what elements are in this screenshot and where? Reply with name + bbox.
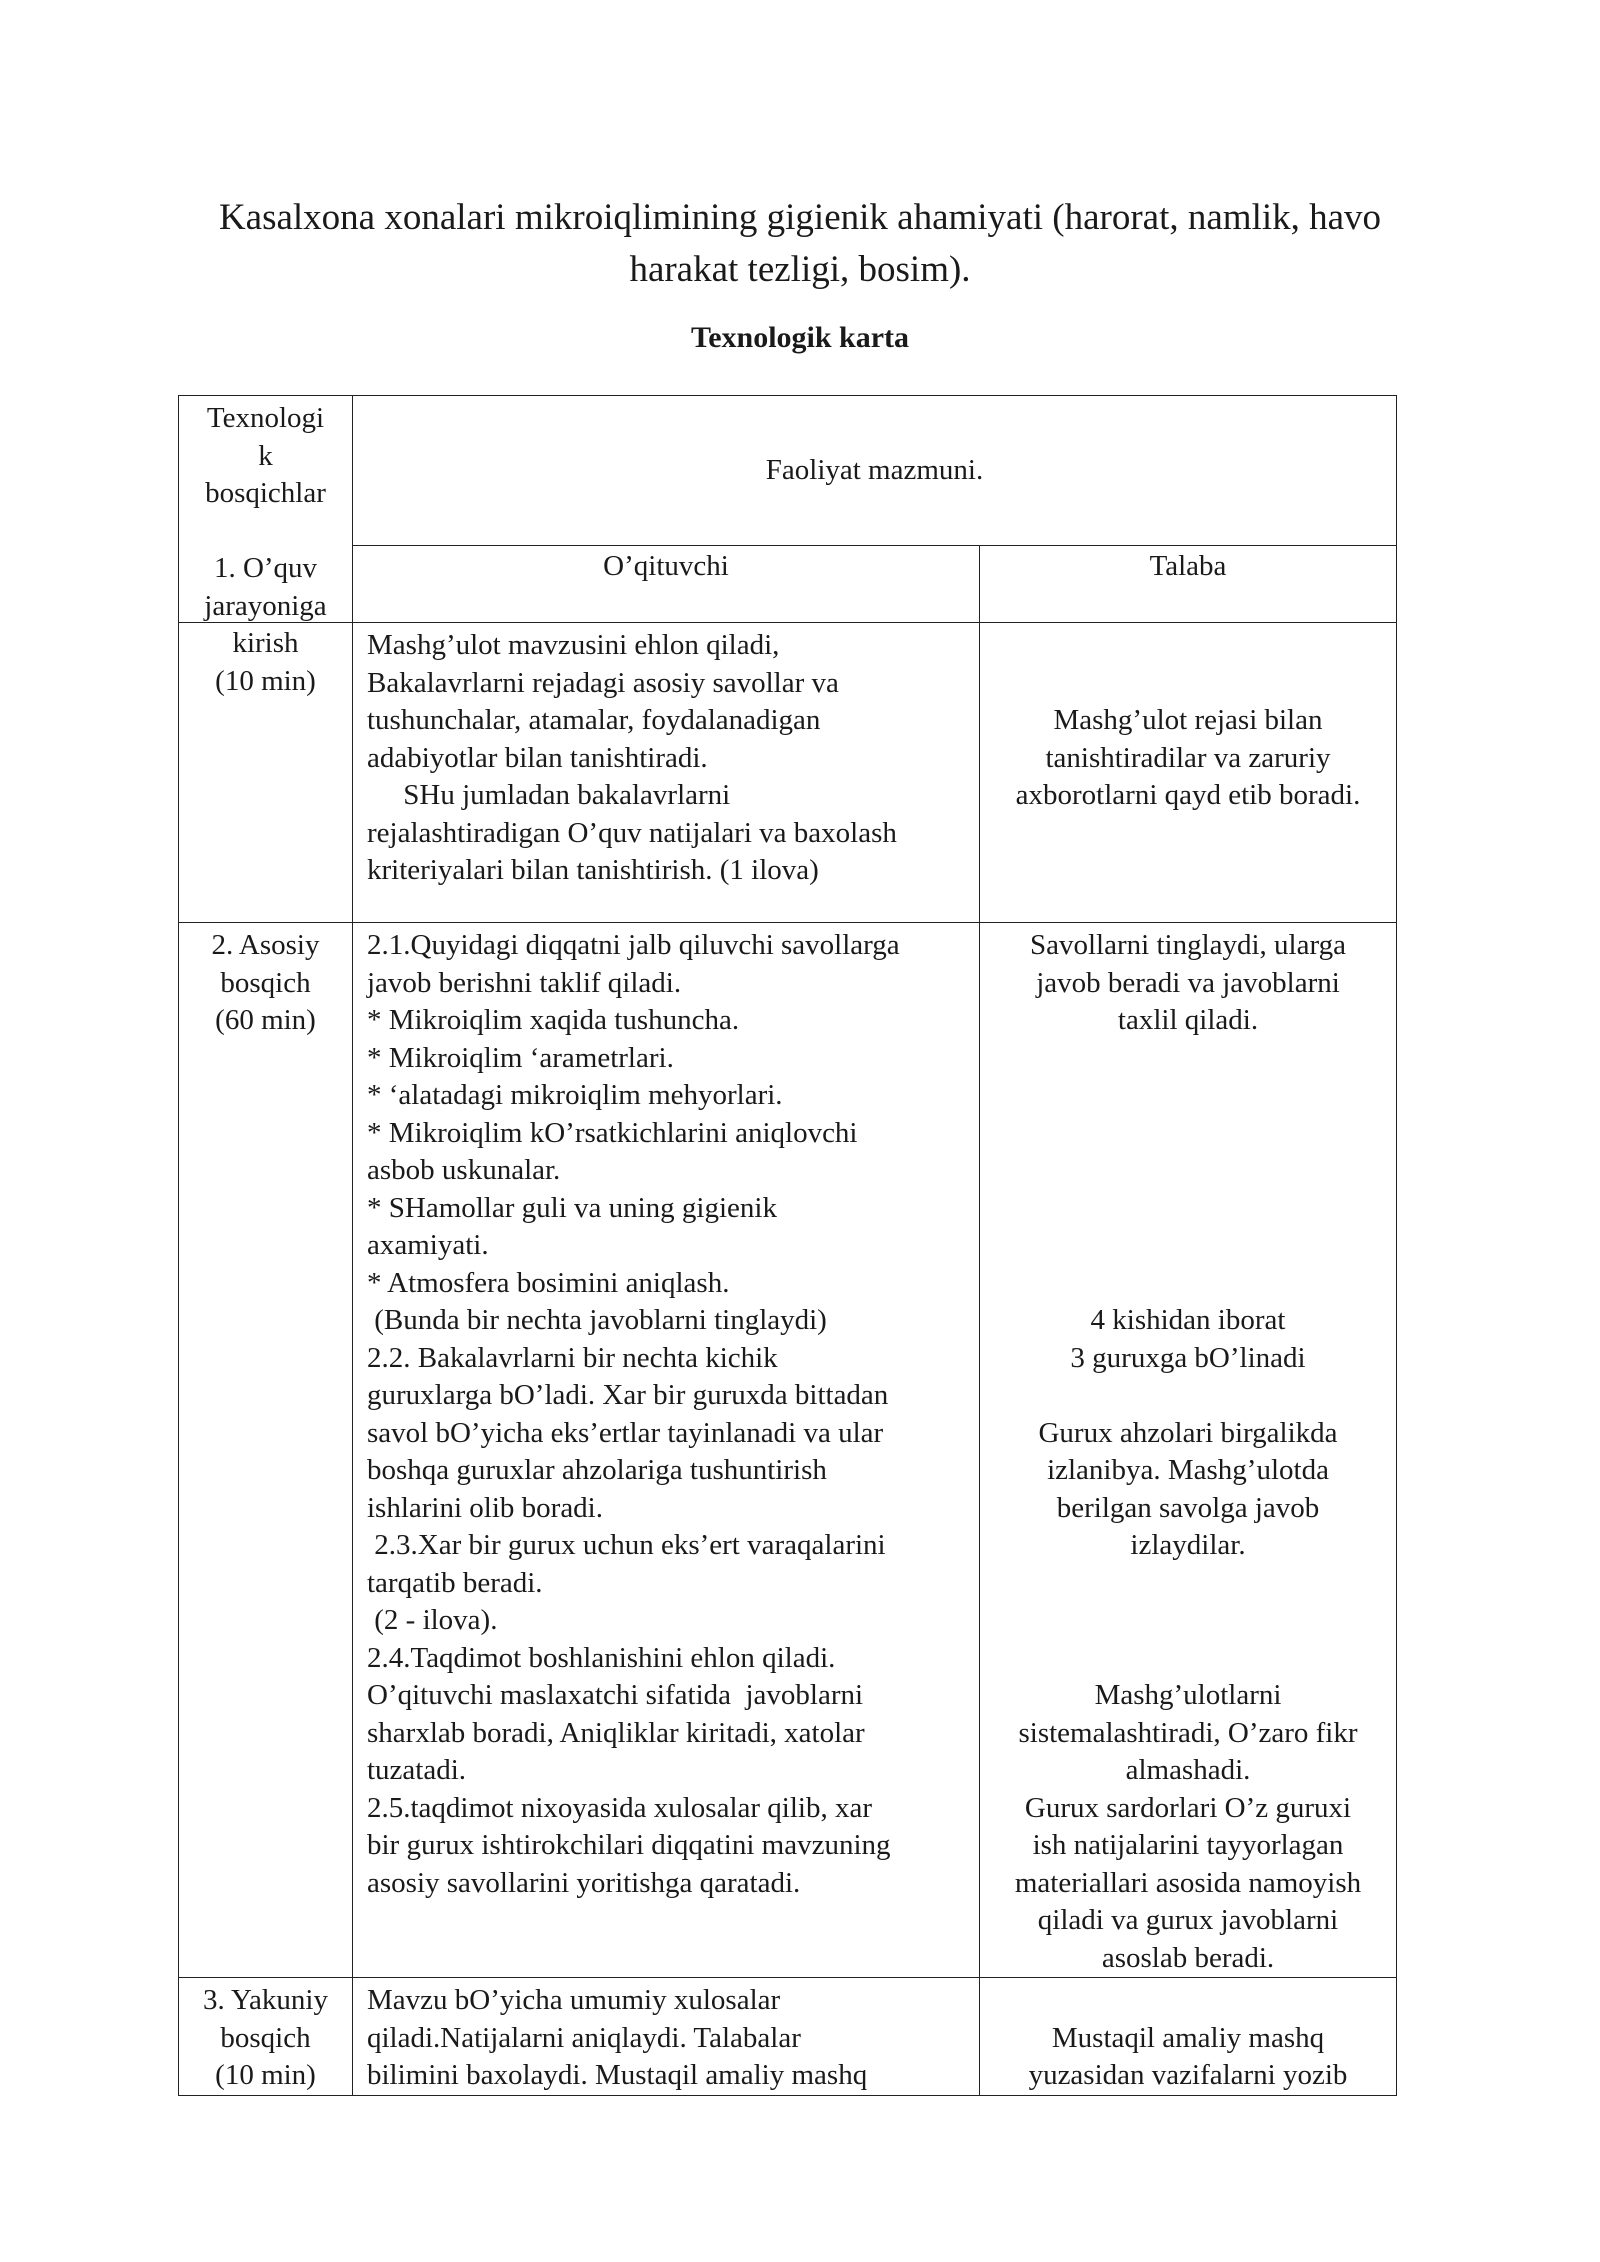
title-line: harakat tezligi, bosim). <box>629 249 971 290</box>
teacher-cell <box>353 923 980 1978</box>
title-line: Kasalxona xonalari mikroiqlimining gigienik ahamiyati (harorat, namlik, havo <box>218 197 1382 238</box>
student-text-line: qiladi va gurux javoblarni <box>1037 1904 1339 1936</box>
student-text-line: yuzasidan vazifalarni yozib <box>1028 2059 1348 2091</box>
teacher-text-line: sharxlab boradi, Aniqliklar kiritadi, xatolar <box>367 1716 865 1749</box>
header-content-cell <box>353 396 1397 546</box>
header-stages-line: k <box>258 439 273 472</box>
stage-cell <box>179 552 353 923</box>
header-stages-line: bosqichlar <box>205 477 326 509</box>
teacher-text-line: qiladi.Natijalarni aniqlaydi. Talabalar <box>367 2021 801 2054</box>
student-cell <box>980 1978 1397 2096</box>
student-text-line: Mashg’ulot rejasi bilan <box>1053 704 1323 736</box>
table-row <box>179 623 1397 923</box>
teacher-text-line: 2.1.Quyidagi diqqatni jalb qiluvchi savollarga <box>367 929 900 961</box>
teacher-text-line: bilimini baxolaydi. Mustaqil amaliy mashq <box>367 2059 868 2091</box>
document-title <box>150 192 1450 296</box>
student-text-line: Gurux ahzolari birgalikda <box>1038 1416 1338 1449</box>
teacher-text-line: 2.3.Xar bir gurux uchun eks’ert varaqalarini <box>367 1529 886 1561</box>
header-teacher-label: O’qituvchi <box>603 550 729 582</box>
student-text-line: axborotlarni qayd etib boradi. <box>1015 779 1361 811</box>
teacher-text-line: asosiy savollarini yoritishga qaratadi. <box>367 1866 801 1899</box>
stage-label-line: (60 min) <box>215 1004 316 1036</box>
teacher-text-line: adabiyotlar bilan tanishtiradi. <box>367 741 708 774</box>
student-text-line: asoslab beradi. <box>1101 1941 1275 1974</box>
header-teacher-cell <box>353 546 980 623</box>
teacher-cell <box>353 623 980 923</box>
teacher-text-line: kriteriyalari bilan tanishtirish. (1 ilova) <box>367 854 819 886</box>
student-cell <box>980 923 1397 1978</box>
teacher-text-line: ishlarini olib boradi. <box>367 1491 603 1524</box>
stage-label-line: bosqich <box>220 2021 311 2054</box>
table-row <box>179 546 1397 623</box>
student-text-line: Mashg’ulotlarni <box>1094 1679 1282 1711</box>
student-text-line: materiallari asosida namoyish <box>1014 1866 1362 1899</box>
student-text-line: almashadi. <box>1125 1754 1251 1786</box>
student-text-line: ish natijalarini tayyorlagan <box>1032 1829 1344 1861</box>
teacher-text-line: 2.4.Taqdimot boshlanishini ehlon qiladi. <box>367 1641 836 1674</box>
teacher-text-line: O’qituvchi maslaxatchi sifatida javoblarni <box>367 1679 864 1711</box>
stage-label-line: 1. O’quv <box>213 552 318 584</box>
teacher-text-line: * SHamollar guli va uning gigienik <box>367 1191 777 1224</box>
table-row <box>179 1978 1397 2096</box>
teacher-text-line: (Bunda bir nechta javoblarni tinglaydi) <box>367 1304 827 1336</box>
teacher-text-line: Mashg’ulot mavzusini ehlon qiladi, <box>367 629 780 661</box>
student-text-line: 3 guruxga bO’linadi <box>1070 1341 1306 1374</box>
header-stages-line: Texnologi <box>206 402 325 434</box>
teacher-text-line: * Atmosfera bosimini aniqlash. <box>367 1266 730 1299</box>
header-student-cell <box>980 546 1397 623</box>
teacher-text-line: * ‘alatadagi mikroiqlim mehyorlari. <box>367 1079 783 1111</box>
student-cell <box>980 623 1397 923</box>
student-text-line: javob beradi va javoblarni <box>1036 966 1340 999</box>
stage-label-line: kirish <box>232 627 299 659</box>
student-text-line: sistemalashtiradi, O’zaro fikr <box>1018 1716 1358 1749</box>
teacher-text-line: tuzatadi. <box>367 1754 467 1786</box>
teacher-text-line: boshqa guruxlar ahzolariga tushuntirish <box>367 1454 827 1486</box>
stage-label-line: (10 min) <box>215 2059 316 2091</box>
teacher-text-line: axamiyati. <box>367 1229 489 1261</box>
student-text-line: Gurux sardorlari O’z guruxi <box>1024 1791 1352 1824</box>
header-student-label: Talaba <box>1149 550 1227 582</box>
stage-cell <box>179 923 353 1978</box>
student-text-line: taxlil qiladi. <box>1117 1004 1259 1036</box>
teacher-text-line: 2.5.taqdimot nixoyasida xulosalar qilib, xar <box>367 1791 872 1824</box>
teacher-text-line: * Mikroiqlim xaqida tushuncha. <box>367 1004 740 1036</box>
student-text-line: Savollarni tinglaydi, ularga <box>1030 929 1346 961</box>
student-text-line: tanishtiradilar va zaruriy <box>1045 741 1331 774</box>
stage-label-line: bosqich <box>220 966 311 999</box>
teacher-text-line: asbob uskunalar. <box>367 1154 561 1186</box>
student-text-line: 4 kishidan iborat <box>1090 1304 1286 1336</box>
teacher-text-line: SHu jumladan bakalavrlarni <box>367 779 731 811</box>
header-content-label: Faoliyat mazmuni. <box>765 453 984 486</box>
table-header-row <box>179 396 1397 546</box>
stage-cell <box>179 1978 353 2096</box>
technology-map-table <box>178 395 1397 2096</box>
teacher-text-line: bir gurux ishtirokchilari diqqatini mavzuning <box>367 1829 891 1861</box>
teacher-cell <box>353 1978 980 2096</box>
stage-label-line: jarayoniga <box>204 589 327 622</box>
table-row <box>179 923 1397 1978</box>
student-text-line: izlanibya. Mashg’ulotda <box>1047 1454 1329 1486</box>
teacher-text-line: tushunchalar, atamalar, foydalanadigan <box>367 704 821 736</box>
teacher-text-line: tarqatib beradi. <box>367 1566 543 1599</box>
teacher-text-line: rejalashtiradigan O’quv natijalari va baxolash <box>367 816 897 849</box>
stage-label-line: (10 min) <box>215 664 316 697</box>
teacher-text-line: * Mikroiqlim ‘arametrlari. <box>367 1041 674 1074</box>
teacher-text-line: Bakalavrlarni rejadagi asosiy savollar va <box>367 666 839 699</box>
student-text-line: Mustaqil amaliy mashq <box>1051 2021 1325 2054</box>
teacher-text-line: guruxlarga bO’ladi. Xar bir guruxda bittadan <box>367 1379 889 1411</box>
teacher-text-line: (2 - ilova). <box>367 1604 498 1636</box>
teacher-text-line: savol bO’yicha eks’ertlar tayinlanadi va ular <box>367 1416 884 1449</box>
teacher-text-line: Mavzu bO’yicha umumiy xulosalar <box>367 1984 781 2016</box>
teacher-text-line: javob berishni taklif qiladi. <box>367 966 682 999</box>
document-subtitle: Texnologik karta <box>690 321 910 354</box>
student-text-line: berilgan savolga javob <box>1056 1491 1320 1524</box>
stage-label-line: 3. Yakuniy <box>203 1984 328 2016</box>
student-text-line: izlaydilar. <box>1130 1529 1246 1561</box>
stage-label-line: 2. Asosiy <box>211 929 320 961</box>
teacher-text-line: * Mikroiqlim kO’rsatkichlarini aniqlovchi <box>367 1116 858 1149</box>
teacher-text-line: 2.2. Bakalavrlarni bir nechta kichik <box>367 1341 778 1374</box>
